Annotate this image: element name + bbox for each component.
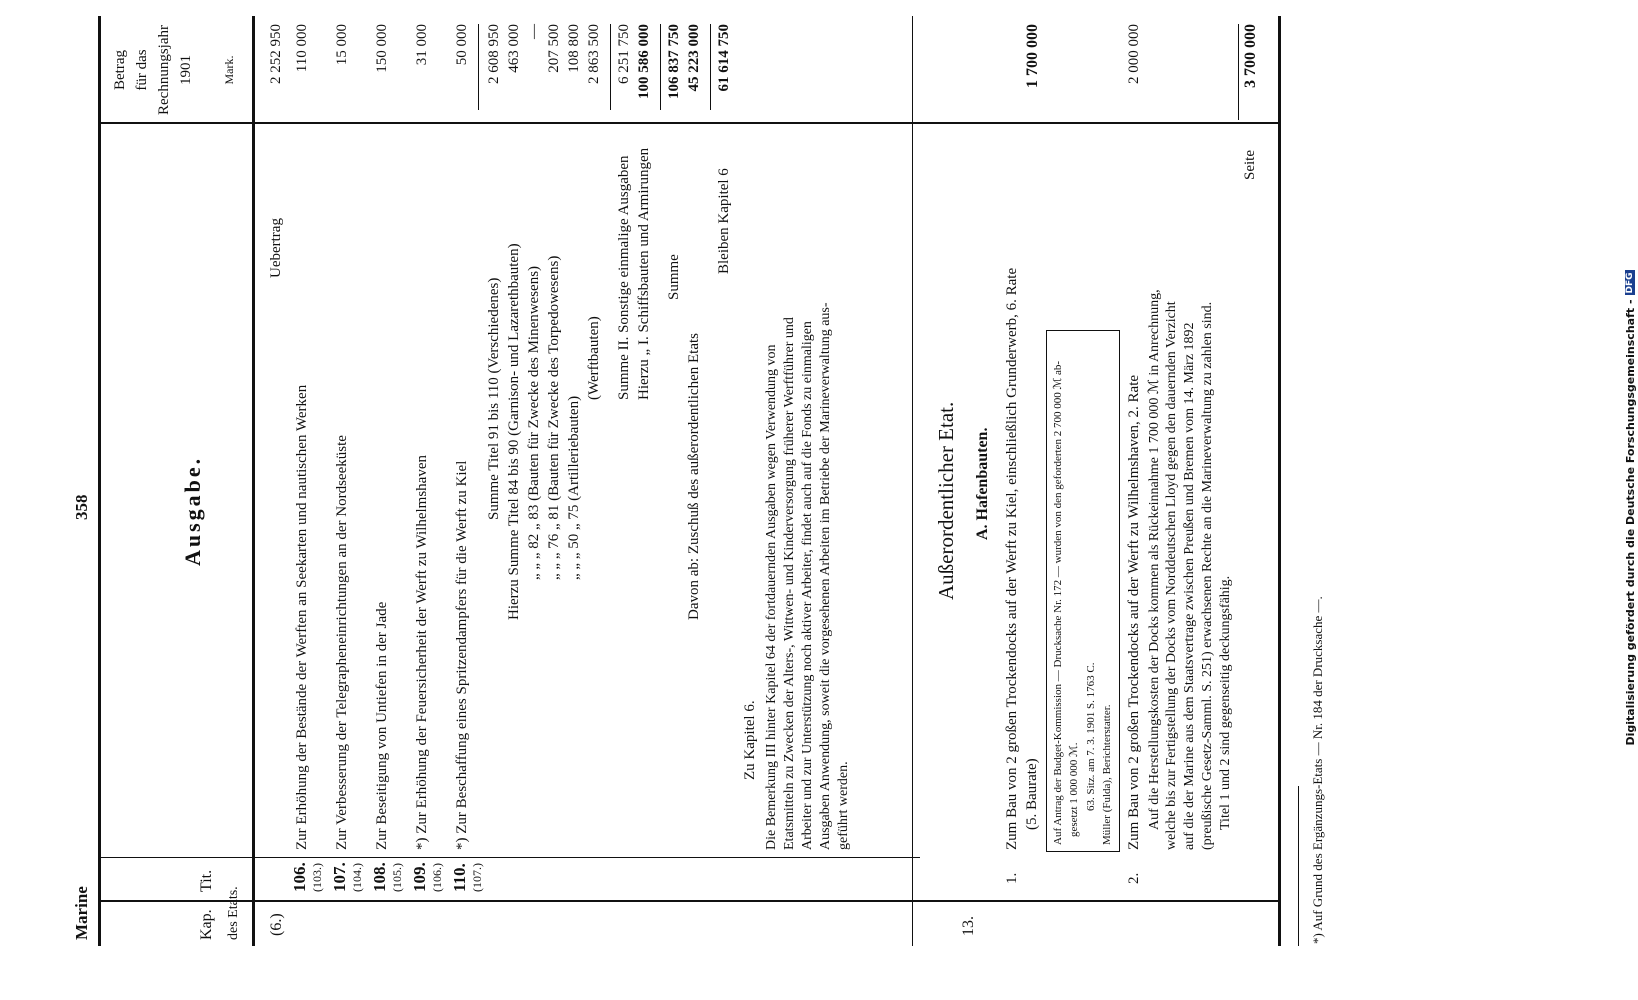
- sum-label: „ „ „ 82 „ 83 (Bauten für Zwecke des Minenwesens): [526, 265, 542, 580]
- sum-label: (Werftbauten): [586, 316, 602, 400]
- sum-label: Summe Titel 91 bis 110 (Verschiedenes): [486, 277, 502, 520]
- sum-amount: 45 223 000: [686, 24, 702, 92]
- item-line: Zum Bau von 2 großen Trockendocks auf der Werft zu Kiel, einschließlich Grunderwerb, 6. Rate: [1004, 267, 1020, 850]
- header-des-etats: des Etats.: [226, 886, 241, 940]
- sum-label: „ „ „ 50 „ 75 (Artilleriebauten): [566, 395, 582, 580]
- running-head: Marine: [72, 886, 91, 940]
- uebertrag-amount: 2 252 950: [268, 24, 284, 84]
- item-line: Zum Bau von 2 großen Trockendocks auf der Werft zu Wilhelmshaven, 2. Rate: [1126, 374, 1142, 850]
- page-bottom-rule: [1278, 16, 1281, 946]
- item-amount: 1 700 000: [1024, 24, 1041, 88]
- item-line: Titel 1 und 2 sind gegenseitig deckungsfähig.: [1218, 575, 1233, 830]
- remark-line: geführt werden.: [836, 761, 851, 850]
- kap-column-line: [100, 900, 1280, 902]
- row-tit-old: (105.): [390, 863, 404, 892]
- footnote-rule: [1298, 786, 1299, 946]
- note-line: Auf Antrag der Budget-Kommission — Drucksache Nr. 172 — wurden von den geforderten 2 700 000 ℳ ab-: [1052, 360, 1064, 845]
- commission-note-box: [1046, 330, 1120, 852]
- row-tit: 107.: [330, 862, 349, 892]
- extra-top-rule: [912, 16, 913, 946]
- amount-column-line: [100, 122, 1280, 124]
- row-amount: 31 000: [414, 24, 430, 66]
- header-mark: Mark.: [222, 55, 236, 85]
- row-tit: 108.: [370, 862, 389, 892]
- sum-amount: 108 800: [566, 24, 582, 73]
- sum-label: Summe II. Sonstige einmalige Ausgaben: [616, 155, 632, 400]
- sum-label: Summe: [666, 254, 682, 300]
- sum-amount: 61 614 750: [716, 24, 732, 92]
- header-fuer-das: für das: [134, 49, 150, 91]
- item-amount: 2 000 000: [1126, 24, 1142, 84]
- remark-line: Die Bemerkung III hinter Kapitel 64 der fortdauernden Ausgaben wegen Verwendung von: [764, 344, 779, 850]
- header-betrag: Betrag: [112, 50, 128, 90]
- seite-label: Seite: [1242, 150, 1258, 180]
- sum-rule: [660, 24, 661, 110]
- row-tit: 110.: [450, 863, 469, 892]
- row-tit-old: (104.): [350, 863, 364, 892]
- row-amount: 50 000: [454, 24, 470, 66]
- row-tit-old: (103.): [310, 863, 324, 892]
- note-line: Müller (Fulda), Berichterstatter.: [1101, 704, 1113, 845]
- extra-subtitle: A. Hafenbauten.: [974, 427, 991, 540]
- sum-rule: [478, 24, 479, 110]
- note-line: gesetzt 1 000 000 ℳ.: [1068, 742, 1080, 837]
- row-tit: 106.: [290, 862, 309, 892]
- row-text: Zur Erhöhung der Bestände der Werften an Seekarten und nautischen Werken: [294, 384, 310, 850]
- sum-amount: 6 251 750: [616, 24, 632, 84]
- digitization-credit: [1622, 138, 1638, 878]
- sum-label: Bleiben Kapitel 6: [716, 168, 732, 274]
- uebertrag-label: Uebertrag: [268, 218, 284, 278]
- row-tit-old: (106.): [430, 863, 444, 892]
- row-amount: 110 000: [294, 24, 310, 73]
- header-rechnungsjahr: Rechnungsjahr: [156, 25, 172, 115]
- sum-amount: 207 500: [546, 24, 562, 73]
- item-line: (preußische Gesetz-Samml. S. 251) erwachsenen Rechte an die Marineverwaltung zu zahlen sind.: [1200, 301, 1215, 850]
- sum-label: Hierzu Summe Titel 84 bis 90 (Garnison- und Lazarethbauten): [506, 243, 522, 620]
- extra-title: Außerordentlicher Etat.: [934, 401, 958, 600]
- sum-amount: 2 863 500: [586, 24, 602, 84]
- row-tit: 109.: [410, 862, 429, 892]
- row-tit-old: (107.): [470, 863, 484, 892]
- header-bottom-rule: [252, 16, 255, 946]
- sum-label: Hierzu „ I. Schiffsbauten und Armirungen: [636, 147, 652, 400]
- remark-title: Zu Kapitel 6.: [742, 700, 758, 780]
- rotated-ledger-page: [20, 0, 1360, 960]
- remark-line: Etatsmitteln zu Zwecken der Alters-, Wittwen- und Kinderversorgung früherer Werftführer und: [782, 317, 797, 850]
- row-kap: (6.): [268, 913, 285, 936]
- header-kap: Kap.: [198, 909, 215, 940]
- sum-amount: 463 000: [506, 24, 522, 73]
- remark-line: Arbeiter und zur Unterstützung noch aktiver Arbeiter, findet auch auf die Fonds zu einmaligen: [800, 321, 815, 850]
- sum-rule: [710, 24, 711, 110]
- credit-text: Digitalisierung gefördert durch die Deutsche Forschungsgemeinschaft -: [1623, 299, 1637, 746]
- sum-label: „ „ „ 76 „ 81 (Bauten für Zwecke des Torpedowesens): [546, 255, 562, 580]
- row-amount: 150 000: [374, 24, 390, 73]
- header-year: 1901: [178, 55, 194, 85]
- footnote: *) Auf Grund des Ergänzungs-Etats — Nr. 184 der Drucksache —.: [1310, 596, 1325, 944]
- sum-amount: 106 837 750: [666, 24, 682, 99]
- dfg-logo: DFG: [1625, 272, 1635, 294]
- item-number: 1.: [1004, 872, 1020, 884]
- item-line: Auf die Herstellungskosten der Docks kommen als Rückeinnahme 1 700 000 ℳ in Anrechnung,: [1147, 289, 1162, 830]
- row-text: *) Zur Erhöhung der Feuersicherheit der Werft zu Wilhelmshaven: [414, 454, 430, 850]
- sum-amount: 100 586 000: [636, 24, 652, 99]
- sum-label: Davon ab: Zuschuß des außerordentlichen Etats: [686, 333, 702, 620]
- item-line: auf die der Marine aus dem Staatsvertrage zwischen Preußen und Bremen vom 14. März 1892: [1182, 322, 1197, 850]
- sum-rule: [610, 24, 611, 110]
- remark-line: Ausgaben Anwendung, soweit die vorgesehenen Arbeiten im Betriebe der Marineverwaltung aus-: [818, 302, 833, 850]
- tit-column-line: [100, 857, 920, 858]
- section-title: Ausgabe.: [180, 455, 205, 566]
- header-tit: Tit.: [198, 869, 215, 892]
- page-number: 358: [72, 494, 91, 520]
- row-amount: 15 000: [334, 24, 350, 66]
- item-number: 2.: [1126, 872, 1142, 884]
- extra-kap: 13.: [960, 916, 977, 936]
- sum-amount: 2 608 950: [486, 24, 502, 84]
- item-line: welche bis zur Fertigstellung der Docks vom Norddeutschen Lloyd gegen den dauernden Verzicht: [1164, 301, 1179, 850]
- row-text: Zur Verbesserung der Telegrapheneinrichtungen an der Nordseeküste: [334, 435, 350, 850]
- item-line: (5. Baurate): [1024, 758, 1040, 830]
- note-line: 63. Sitz. am 7. 3. 1901 S. 1763 C.: [1085, 662, 1097, 811]
- seite-amount: 3 700 000: [1242, 24, 1259, 88]
- row-text: Zur Beseitigung von Untiefen in der Jade: [374, 601, 390, 850]
- header-top-rule: [98, 16, 101, 946]
- row-text: *) Zur Beschaffung eines Spritzendampfers für die Werft zu Kiel: [454, 460, 470, 850]
- sum-rule: [1238, 24, 1239, 120]
- sum-amount: —: [526, 24, 542, 39]
